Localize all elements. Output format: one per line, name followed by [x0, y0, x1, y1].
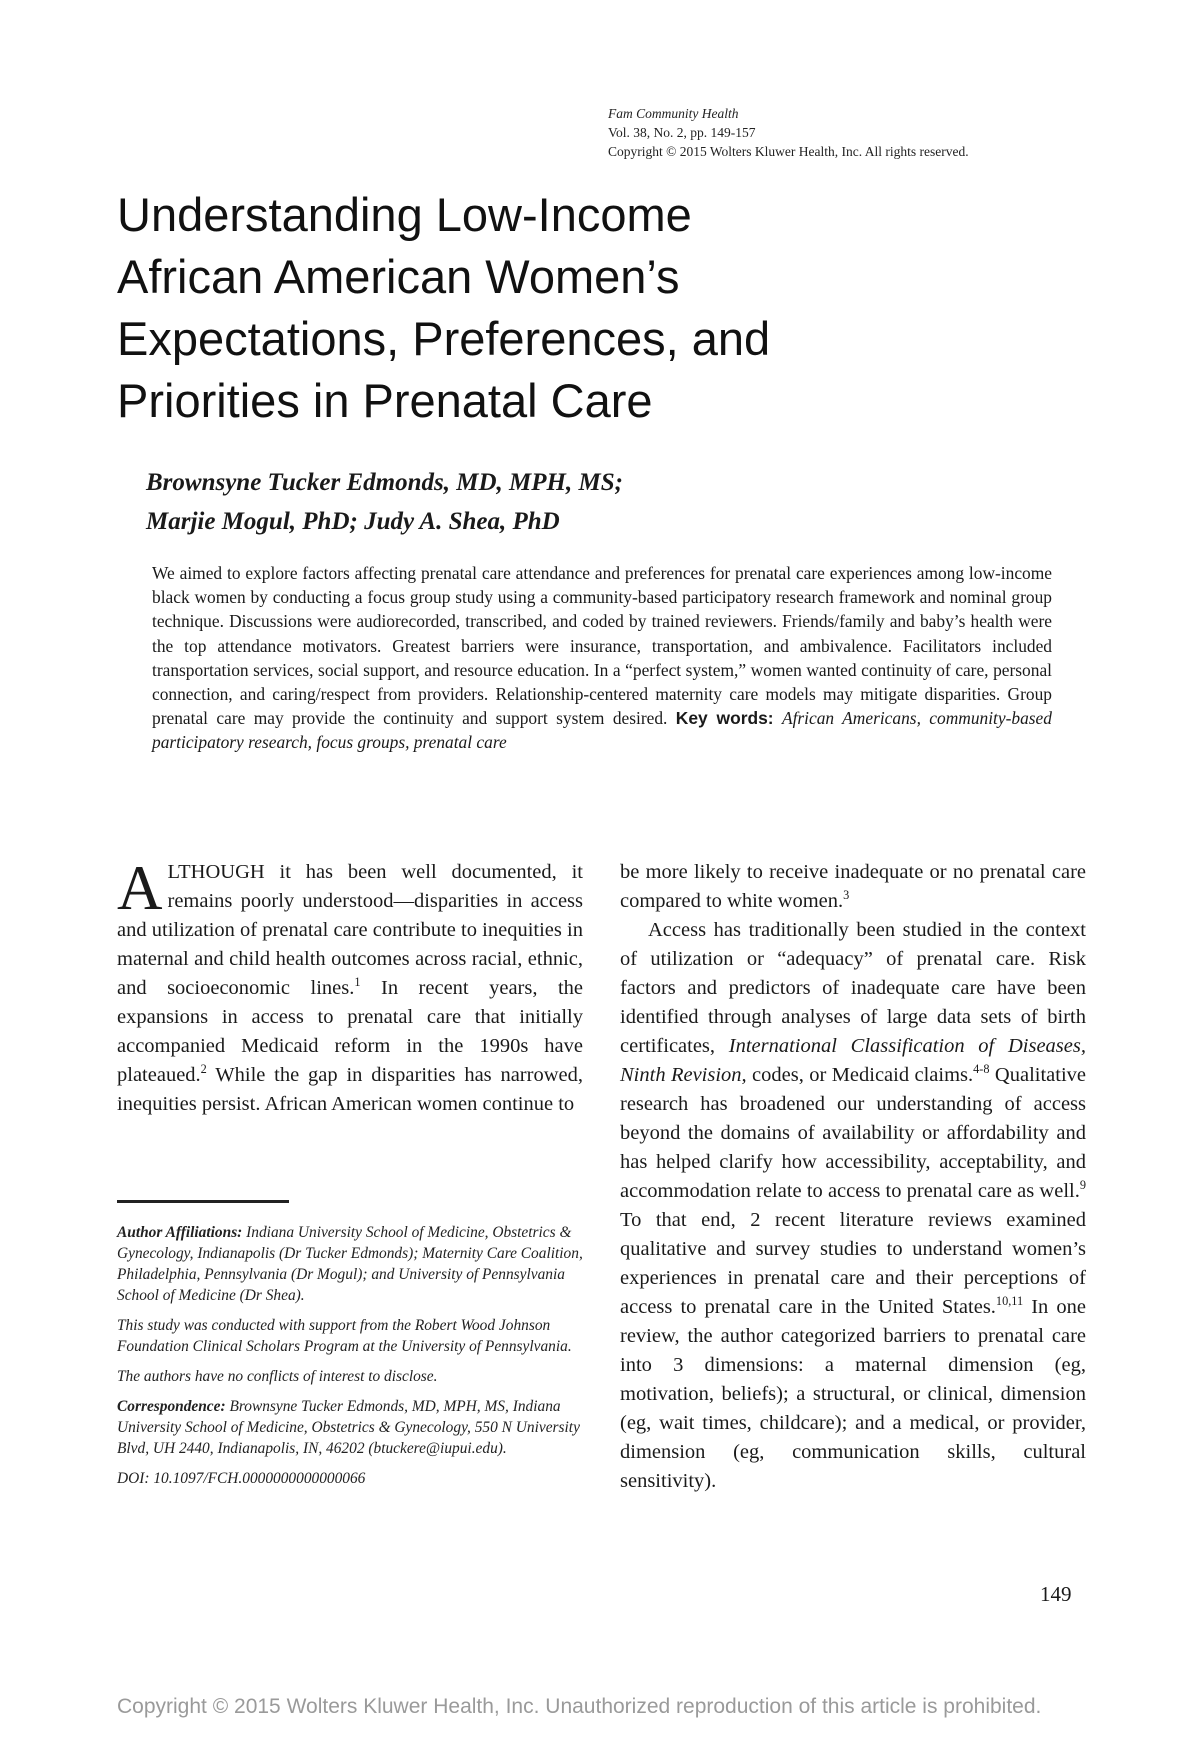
title-line: Expectations, Preferences, and: [117, 312, 771, 365]
body-paragraph: ALTHOUGH it has been well documented, it remains poorly understood—disparities in access and utilization of prenatal care contribute to inequities in maternal and child health outcomes across racial, ethnic, and socioeconomic lines.$^1$ In recent years, the expansions in access to prenatal care that initially accompanied Medicaid reform in the 1990s have plateaued.$^2$ While the gap in disparities has narrowed, inequities persist. African American women continue to: [117, 853, 583, 1115]
keywords-label: Key words:: [675, 708, 774, 729]
citation: 9: [1079, 1178, 1086, 1193]
body-paragraph: Access has traditionally been studied in the context of utilization or “adequacy” of prenatal care. Risk factors and predictors of inadequate care have been identified through analyses of large data sets of birth certificates, International Classification of Diseases, Ninth Revision, codes, or Medicaid claims.$^{4-8}$ Qualitative research has broadened our understanding of access beyond the domains of availability or affordability and has helped clarify how accessibility, acceptability, and accommodation relate to access to prenatal care as well.$^9$ To that end, 2 recent literature reviews examined qualitative and survey studies to understand women’s experiences in prenatal care and their perceptions of access to prenatal care in the United States.$^{10,11}$ In one review, the author categorized barriers to prenatal care into 3 dimensions: a maternal dimension (eg, motivation, beliefs); a structural, or clinical, dimension (eg, wait times, childcare); and a medical, or provider, dimension (eg, communication skills, cultural sensitivity).: [620, 919, 1086, 1492]
citation: 1: [354, 975, 361, 990]
title-line: African American Women’s: [117, 250, 680, 303]
journal-volume: Vol. 38, No. 2, pp. 149-157: [608, 125, 756, 140]
doi: DOI: 10.1097/FCH.0000000000000066: [117, 1470, 366, 1487]
body-column-left: [117, 853, 583, 1119]
page-number: 149: [1040, 1582, 1072, 1606]
journal-header: [608, 104, 1088, 161]
abstract: [152, 561, 1052, 755]
author-line: Marjie Mogul, PhD; Judy A. Shea, PhD: [146, 508, 560, 535]
author-line: Brownsyne Tucker Edmonds, MD, MPH, MS;: [146, 469, 623, 496]
body-column-right: [620, 858, 1086, 1496]
footnotes: [117, 1222, 583, 1498]
footnote-divider: [117, 1200, 289, 1203]
title-line: Understanding Low-Income: [117, 188, 692, 241]
journal-name: Fam Community Health: [608, 106, 739, 121]
conflict-note: The authors have no conflicts of interest to disclose.: [117, 1368, 438, 1385]
copyright-footer: Copyright © 2015 Wolters Kluwer Health, Inc. Unauthorized reproduction of this article is prohibited.: [117, 1695, 1042, 1718]
citation: 3: [843, 888, 850, 903]
citation: 2: [200, 1062, 207, 1077]
drop-cap: A: [117, 853, 163, 923]
article-title: [117, 184, 1097, 432]
funding-note: This study was conducted with support from the Robert Wood Johnson Foundation Clinical Scholars Program at the University of Pennsylvania.: [117, 1317, 572, 1355]
correspondence: Correspondence: Brownsyne Tucker Edmonds, MD, MPH, MS, Indiana University School of Medicine, Obstetrics & Gynecology, 550 N University Blvd, UH 2440, Indianapolis, IN, 46202 (btuckere@iupui.edu).: [117, 1398, 580, 1457]
body-paragraph: be more likely to receive inadequate or no prenatal care compared to white women.$^3$: [620, 861, 1086, 912]
author-affiliations: Author Affiliations: Indiana University School of Medicine, Obstetrics & Gynecology, Indianapolis (Dr Tucker Edmonds); Maternity Care Coalition, Philadelphia, Pennsylvania (Dr Mogul); and University of Pennsylvania School of Medicine (Dr Shea).: [117, 1224, 583, 1304]
title-line: Priorities in Prenatal Care: [117, 374, 653, 427]
journal-copyright: Copyright © 2015 Wolters Kluwer Health, Inc. All rights reserved.: [608, 144, 969, 159]
citation: 10,11: [995, 1294, 1024, 1309]
abstract-text: We aimed to explore factors affecting prenatal care attendance and preferences for prenatal care experiences among low-income black women by conducting a focus group study using a community-based participatory research framework and nominal group technique. Discussions were audiorecorded, transcribed, and coded by trained reviewers. Friends/family and baby’s health were the top attendance motivators. Greatest barriers were insurance, transportation, and ambivalence. Facilitators included transportation services, social support, and resource education. In a “perfect system,” women wanted continuity of care, personal connection, and caring/respect from providers. Relationship-centered maternity care models may mitigate disparities. Group prenatal care may provide the continuity and support system desired.: [152, 563, 1052, 729]
author-list: [146, 463, 1046, 541]
keywords: African Americans, community-based participatory research, focus groups, prenatal care: [152, 708, 1052, 753]
citation: 4-8: [973, 1062, 990, 1077]
